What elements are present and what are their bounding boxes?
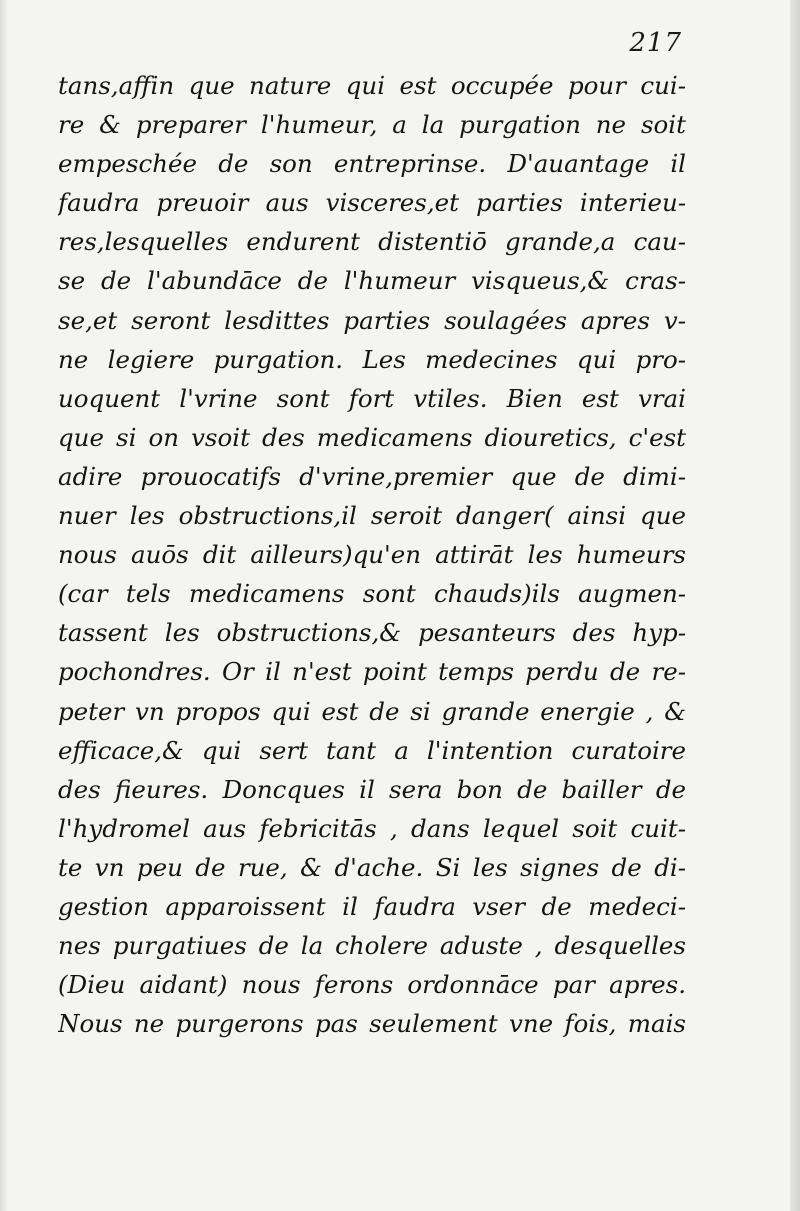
text-line: nous auōs dit ailleurs)qu'en attirāt les humeurs: [58, 540, 686, 570]
page-edge-shadow: [790, 0, 800, 1211]
body-text: [58, 66, 686, 1043]
text-line: des fieures. Doncques il sera bon de bailler de: [58, 774, 686, 804]
text-line: Nous ne purgerons pas seulement vne fois, mais: [58, 1009, 686, 1039]
text-line: (car tels medicamens sont chauds)ils augmen-: [58, 579, 686, 609]
text-line: peter vn propos qui est de si grande energie , &: [58, 696, 686, 726]
text-line: adire prouocatifs d'vrine,premier que de dimi-: [58, 461, 686, 491]
text-line: nes purgatiues de la cholere aduste , desquelles: [58, 931, 686, 961]
text-line: faudra preuoir aus visceres,et parties interieu-: [58, 188, 686, 218]
text-line: que si on vsoit des medicamens diouretics, c'est: [58, 422, 686, 452]
text-line: tassent les obstructions,& pesanteurs des hyp-: [58, 618, 686, 648]
text-line: pochondres. Or il n'est point temps perdu de re-: [58, 657, 686, 687]
text-line: nuer les obstructions,il seroit danger( ainsi que: [58, 501, 686, 531]
text-line: l'hydromel aus febricitās , dans lequel soit cuit-: [58, 813, 686, 843]
text-line: se de l'abundāce de l'humeur visqueus,& cras-: [58, 266, 686, 296]
text-line: empeschée de son entreprinse. D'auantage il: [58, 149, 686, 179]
page-number: 217: [629, 28, 682, 58]
text-line: (Dieu aidant) nous ferons ordonnāce par apres.: [58, 970, 686, 1000]
text-line: re & preparer l'humeur, a la purgation ne soit: [58, 110, 686, 140]
text-line: efficace,& qui sert tant a l'intention curatoire: [58, 735, 686, 765]
page-gutter-shadow: [0, 0, 8, 1211]
text-line: gestion apparoissent il faudra vser de medeci-: [58, 891, 686, 921]
text-line: uoquent l'vrine sont fort vtiles. Bien est vrai: [58, 383, 686, 413]
text-line: res,lesquelles endurent distentiō grande,a cau-: [58, 227, 686, 257]
text-line: tans,affin que nature qui est occupée pour cui-: [58, 71, 686, 100]
text-line: te vn peu de rue, & d'ache. Si les signes de di-: [58, 852, 686, 882]
text-line: se,et seront lesdittes parties soulagées apres v-: [58, 305, 686, 335]
text-line: ne legiere purgation. Les medecines qui pro-: [58, 344, 686, 374]
